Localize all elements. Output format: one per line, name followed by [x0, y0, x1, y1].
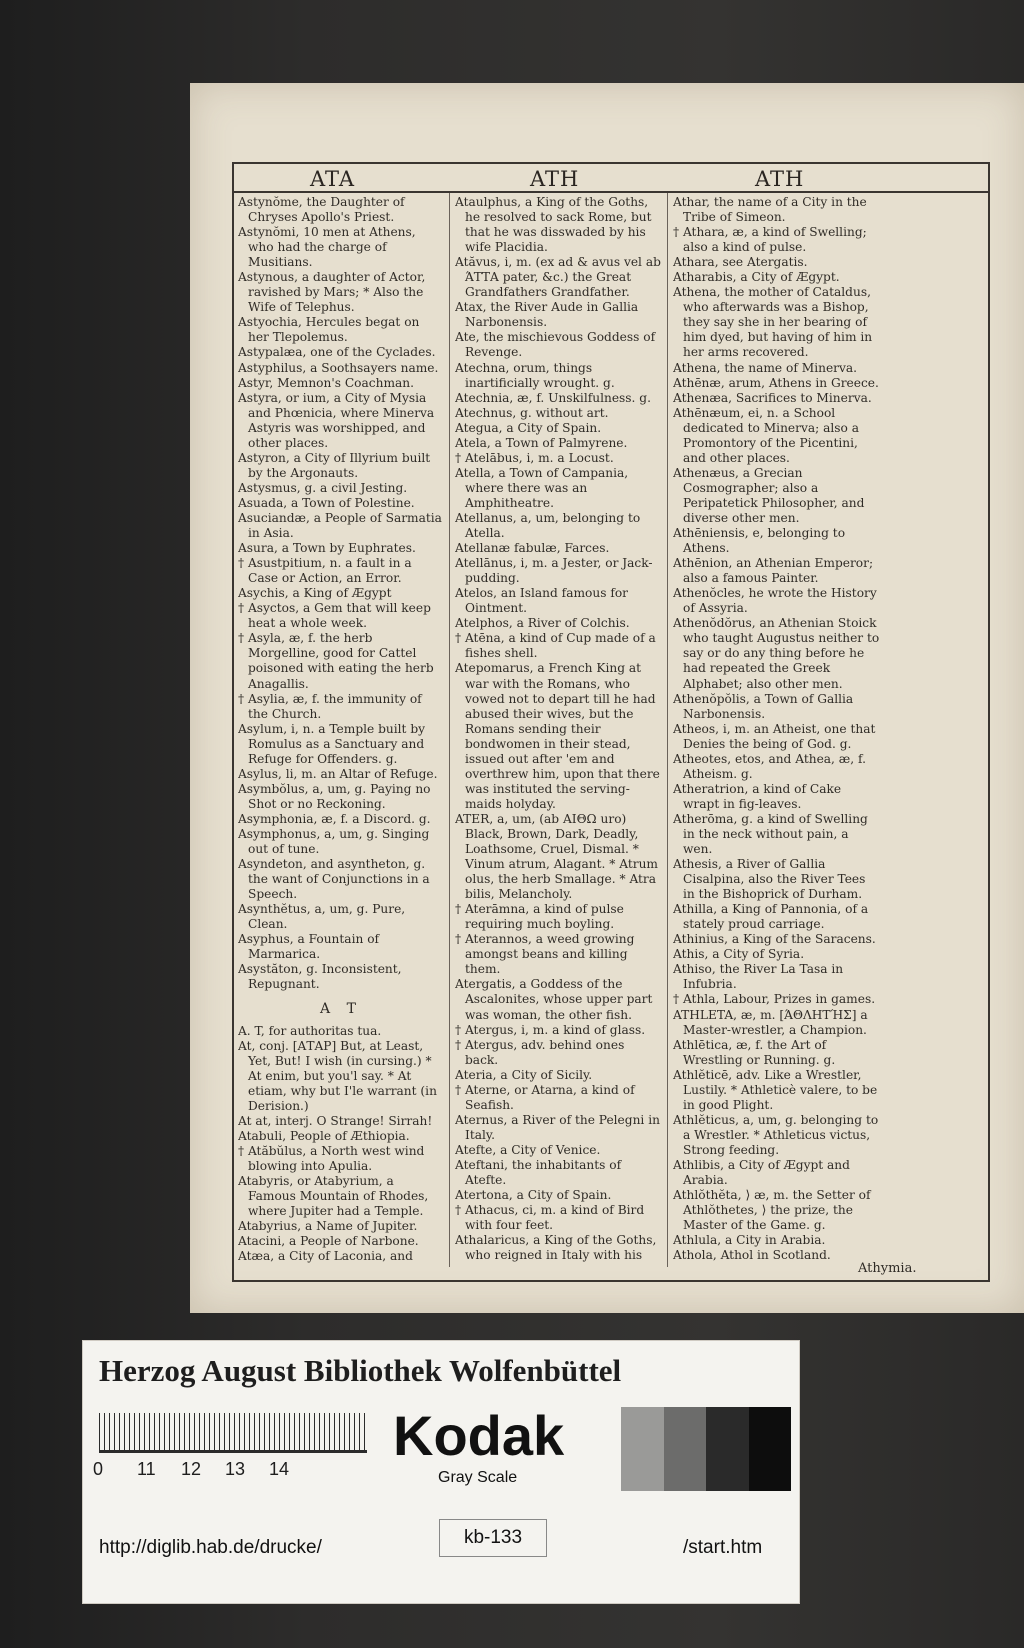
gray-swatch [706, 1407, 749, 1491]
dictionary-entry: † Atelābus, i, m. a Locust. [455, 450, 614, 465]
dictionary-entry: Astyr, Memnon's Coachman. [238, 375, 414, 390]
dictionary-entry: Astynŏmi, 10 men at Athens, who had the charge of Musitians. [238, 225, 416, 270]
dictionary-entry: Athenŏpŏlis, a Town of Gallia Narbonensis. [673, 691, 854, 721]
dictionary-entry: At at, interj. O Strange! Sirrah! [238, 1113, 433, 1128]
dictionary-entry: Asynthĕtus, a, um, g. Pure, Clean. [238, 902, 406, 932]
dictionary-entry: Astyphilus, a Soothsayers name. [238, 360, 439, 375]
dictionary-entry: Athlŏthĕta, ⟩ æ, m. the Setter of Athlŏthetes, ⟩ the prize, the Master of the Game. g. [673, 1188, 871, 1233]
dictionary-entry: Athiso, the River La Tasa in Infubria. [673, 962, 844, 992]
dictionary-entry: Atelos, an Island famous for Ointment. [455, 586, 629, 616]
ruler-number: 11 [137, 1459, 156, 1479]
dictionary-entry: † Aterne, or Atarna, a kind of Seafish. [455, 1082, 635, 1112]
dictionary-column-1 [238, 195, 444, 1265]
ruler-numbers [93, 1459, 313, 1480]
dictionary-entry: † Athara, æ, a kind of Swelling; also a kind of pulse. [673, 225, 867, 255]
dictionary-entry: Atherōma, g. a kind of Swelling in the neck without pain, a wen. [673, 811, 868, 857]
dictionary-entry: Asylus, li, m. an Altar of Refuge. [238, 766, 438, 781]
dictionary-entry: Athēnæum, ei, n. a School dedicated to Minerva; also a Promontory of the Picentini, and other places. [673, 405, 859, 465]
dictionary-entry: Ateftani, the inhabitants of Atefte. [455, 1158, 622, 1188]
dictionary-entry: Athlētica, æ, f. the Art of Wrestling or Running. g. [673, 1037, 836, 1067]
dictionary-entry: † Asylia, æ, f. the immunity of the Church. [238, 691, 422, 721]
dictionary-entry: A. T, for authoritas tua. [238, 1023, 382, 1038]
dictionary-entry: Athesis, a River of Gallia Cisalpina, also the River Tees in the Bishoprick of Durham. [673, 857, 866, 902]
dictionary-entry: Atertona, a City of Spain. [455, 1188, 612, 1203]
dictionary-entry: Asyndeton, and asyntheton, g. the want of Conjunctions in a Speech. [238, 857, 430, 902]
dictionary-entry: Athilla, a King of Pannonia, of a stately proud carriage. [673, 902, 869, 932]
dictionary-entry: Atepomarus, a French King at war with the Romans, who vowed not to depart till he had abused their wives, but the Romans sending their bondwomen in their stead, issued out after 'em and overthrew him, upon that there was instituted the serving-maids holyday. [455, 661, 660, 811]
dictionary-entry: Athola, Athol in Scotland. [673, 1248, 831, 1263]
dictionary-entry: Athalaricus, a King of the Goths, who reigned in Italy with his [455, 1233, 657, 1263]
dictionary-entry: Athinius, a King of the Saracens. [673, 932, 876, 947]
dictionary-entry: Asychis, a King of Ægypt [238, 586, 392, 601]
gray-swatch [664, 1407, 707, 1491]
dictionary-entry: † Athacus, ci, m. a kind of Bird with four feet. [455, 1203, 645, 1233]
source-url: http://diglib.hab.de/drucke/ [99, 1537, 322, 1558]
dictionary-entry: Asylum, i, n. a Temple built by Romulus as a Sanctuary and Refuge for Offenders. g. [238, 721, 426, 766]
dictionary-entry: † Athla, Labour, Prizes in games. [673, 992, 876, 1007]
dictionary-entry: Astysmus, g. a civil Jesting. [238, 480, 408, 495]
dictionary-entry: Asura, a Town by Euphrates. [238, 541, 416, 556]
dictionary-entry: At, conj. [ΑΤΑΡ] But, at Least, Yet, But! I wish (in cursing.) * At enim, but you'l say. * At etiam, why but I'le warrant (in Derision.) [238, 1038, 437, 1113]
gray-swatches [621, 1407, 791, 1491]
dictionary-entry: Athis, a City of Syria. [673, 947, 805, 962]
dictionary-entry: Athlula, a City in Arabia. [673, 1233, 826, 1248]
running-head-right: ATH [755, 167, 805, 191]
dictionary-entry: † Atēna, a kind of Cup made of a fishes shell. [455, 631, 656, 661]
dictionary-entry: Athenæa, Sacrifices to Minerva. [673, 390, 872, 405]
dictionary-entry: Atæa, a City of Laconia, and [238, 1249, 413, 1264]
dictionary-entry: Atefte, a City of Venice. [455, 1142, 601, 1157]
gray-swatch [621, 1407, 664, 1491]
dictionary-entry: ATHLETA, æ, m. [ΆΘΛΗΤΉΣ] a Master-wrestler, a Champion. [673, 1007, 868, 1037]
dictionary-entry: Atax, the River Aude in Gallia Narbonensis. [455, 300, 639, 330]
ruler-number: 13 [225, 1459, 246, 1479]
dictionary-entry: Athlĕticus, a, um, g. belonging to a Wrestler. * Athleticus victus, Strong feeding. [673, 1112, 879, 1157]
book-page [190, 83, 1024, 1313]
column-divider [449, 193, 450, 1267]
dictionary-entry: † Aterāmna, a kind of pulse requiring much boyling. [455, 902, 624, 932]
dictionary-entry: Astynŏme, the Daughter of Chryses Apollo's Priest. [238, 195, 405, 225]
dictionary-entry: Astynous, a daughter of Actor, ravished by Mars; * Also the Wife of Telephus. [238, 270, 426, 315]
dictionary-entry: Astypalæa, one of the Cyclades. [238, 345, 436, 360]
dictionary-entry: Athenŏcles, he wrote the History of Assyria. [673, 586, 877, 616]
dictionary-entry: Athlibis, a City of Ægypt and Arabia. [673, 1158, 850, 1188]
scale-ruler [99, 1413, 367, 1453]
dictionary-entry: † Asyctos, a Gem that will keep heat a whole week. [238, 601, 431, 631]
dictionary-entry: Asymphonia, æ, f. a Discord. g. [238, 811, 431, 826]
dictionary-entry: Athar, the name of a City in the Tribe of Simeon. [673, 195, 867, 225]
dictionary-entry: Athenæus, a Grecian Cosmographer; also a Peripatetick Philosopher, and diverse other men. [673, 465, 865, 525]
dictionary-entry: Atellānus, i, m. a Jester, or Jack-pudding. [455, 556, 653, 586]
dictionary-entry: Asuciandæ, a People of Sarmatia in Asia. [238, 510, 442, 541]
ruler-number: 14 [269, 1459, 290, 1479]
gray-swatch [749, 1407, 792, 1491]
dictionary-entry: Athēnion, an Athenian Emperor; also a famous Painter. [673, 556, 874, 586]
dictionary-entry: Atergatis, a Goddess of the Ascalonites, whose upper part was woman, the other fish. [455, 977, 653, 1022]
dictionary-entry: Atheotes, etos, and Athea, æ, f. Atheism. g. [673, 751, 866, 781]
dictionary-entry: Ate, the mischievous Goddess of Revenge. [455, 330, 656, 360]
dictionary-entry: Athena, the mother of Cataldus, who afterwards was a Bishop, they say she in her bearing of him dyed, but having of him in her arms recovered. [673, 285, 873, 360]
dictionary-entry: Asymbŏlus, a, um, g. Paying no Shot or no Reckoning. [238, 781, 431, 811]
dictionary-column-3 [673, 195, 881, 1265]
dictionary-entry: Aternus, a River of the Pelegni in Italy. [455, 1112, 660, 1142]
dictionary-entry: † Atergus, adv. behind ones back. [455, 1037, 625, 1067]
running-head-left: ATA [310, 167, 356, 191]
dictionary-entry: Asymphonus, a, um, g. Singing out of tune. [238, 826, 430, 857]
dictionary-entry: † Aterannos, a weed growing amongst beans and killing them. [455, 932, 635, 977]
dictionary-entry: Atabuli, People of Æthiopia. [238, 1128, 410, 1143]
dictionary-entry: Astyochia, Hercules begat on her Tlepolemus. [238, 315, 420, 345]
dictionary-entry: Atela, a Town of Palmyrene. [455, 435, 628, 450]
dictionary-entry: Atăvus, i, m. (ex ad & avus vel ab ΆΤΤΑ pater, &c.) the Great Grandfathers Grandfather. [455, 255, 661, 300]
library-title: Herzog August Bibliothek Wolfenbüttel [99, 1353, 622, 1388]
header-rule [232, 191, 988, 193]
dictionary-entry: Atacini, a People of Narbone. [238, 1234, 419, 1249]
start-path: /start.htm [683, 1537, 763, 1558]
dictionary-entry: ATER, a, um, (ab ΑΙΘΩ uro) Black, Brown, Dark, Deadly, Loathsome, Cruel, Dismal. * Vinum atrum, Alagant. * Atrum olus, the herb Smallage. * Atra bilis, Melancholy. [455, 811, 658, 902]
dictionary-entry: Astyra, or ium, a City of Mysia and Phœnicia, where Minerva Astyris was worshipped, and other places. [238, 390, 435, 450]
dictionary-entry: Atabyris, or Atabyrium, a Famous Mountain of Rhodes, where Jupiter had a Temple. [238, 1174, 429, 1219]
dictionary-entry: Atechnus, g. without art. [455, 405, 609, 420]
gray-scale-label: Gray Scale [438, 1469, 518, 1486]
dictionary-entry: Ategua, a City of Spain. [455, 420, 602, 435]
dictionary-entry: Ateria, a City of Sicily. [455, 1067, 593, 1082]
dictionary-entry: Astyron, a City of Illyrium built by the Argonauts. [238, 450, 431, 480]
dictionary-entry: Atabyrius, a Name of Jupiter. [238, 1219, 418, 1234]
dictionary-entry: Atheos, i, m. an Atheist, one that Denies the being of God. g. [673, 721, 876, 751]
dictionary-column-2 [455, 195, 661, 1265]
dictionary-entry: † Asustpitium, n. a fault in a Case or Action, an Error. [238, 556, 412, 586]
section-heading: A T [320, 1001, 362, 1018]
dictionary-entry: Athara, see Atergatis. [673, 255, 808, 270]
dictionary-entry: Athlĕticē, adv. Like a Wrestler, Lustily. * Athleticè valere, to be in good Plight. [673, 1067, 878, 1112]
dictionary-entry: Atechna, orum, things inartificially wrought. g. [455, 360, 615, 390]
dictionary-entry: Asyphus, a Fountain of Marmarica. [238, 932, 380, 962]
catchword: Athymia. [858, 1261, 917, 1276]
dictionary-entry: Atella, a Town of Campania, where there was an Amphitheatre. [455, 465, 629, 510]
dictionary-entry: Ataulphus, a King of the Goths, he resolved to sack Rome, but that he was disswaded by his wife Placidia. [455, 195, 652, 255]
running-head-center: ATH [530, 167, 580, 191]
dictionary-entry [673, 1263, 881, 1265]
ruler-number: 12 [181, 1459, 202, 1479]
dictionary-entry: † Atăbŭlus, a North west wind blowing into Apulia. [238, 1143, 425, 1173]
kodak-logo: Kodak [393, 1404, 565, 1467]
dictionary-entry: Athena, the name of Minerva. [673, 360, 858, 375]
dictionary-entry: Athenŏdŏrus, an Athenian Stoick who taught Augustus neither to say or do any thing before he had repeated the Greek Alphabet; also other men. [673, 616, 880, 691]
scan-code: kb-133 [439, 1519, 547, 1557]
dictionary-entry: Atellanæ fabulæ, Farces. [455, 541, 610, 556]
dictionary-entry: Asuada, a Town of Polestine. [238, 495, 415, 510]
dictionary-entry: Atellanus, a, um, belonging to Atella. [455, 510, 641, 541]
target-card [82, 1340, 800, 1604]
dictionary-entry: Atelphos, a River of Colchis. [455, 616, 630, 631]
dictionary-entry: Athēnæ, arum, Athens in Greece. [673, 375, 879, 390]
dictionary-entry: Athēniensis, e, belonging to Athens. [673, 526, 846, 556]
dictionary-entry: † Atergus, i, m. a kind of glass. [455, 1022, 646, 1037]
dictionary-entry: Asystăton, g. Inconsistent, Repugnant. [238, 962, 402, 992]
dictionary-entry: Atharabis, a City of Ægypt. [673, 270, 840, 285]
ruler-number: 0 [93, 1459, 104, 1479]
dictionary-entry: Atheratrion, a kind of Cake wrapt in fig-leaves. [673, 781, 842, 811]
column-divider [667, 193, 668, 1267]
dictionary-entry: † Asyla, æ, f. the herb Morgelline, good for Cattel poisoned with eating the herb Anagallis. [238, 631, 434, 691]
dictionary-entry: Atechnia, æ, f. Unskilfulness. g. [455, 390, 651, 405]
